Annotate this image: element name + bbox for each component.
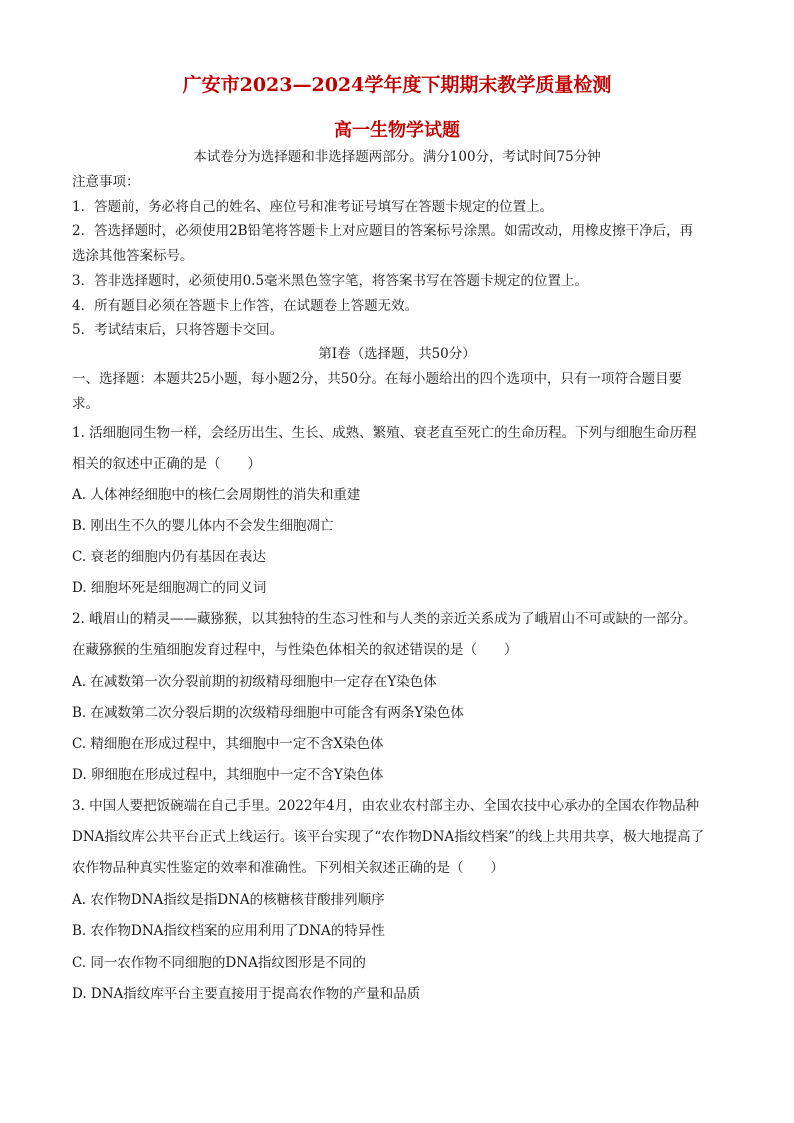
- option-a: A. 人体神经细胞中的核仁会周期性的消失和重建: [72, 487, 361, 503]
- question-stem: DNA指纹库公共平台正式上线运行。该平台实现了“农作物DNA指纹档案”的线上共用共享，极大地提高了: [72, 829, 705, 845]
- section-instructions: 一、选择题：本题共25小题，每小题2分，共50分。在每小题给出的四个选项中，只有一项符合题目要: [72, 371, 682, 387]
- question-stem: 1. 活细胞同生物一样，会经历出生、生长、成熟、繁殖、衰老直至死亡的生命历程。下列与细胞生命历程: [72, 425, 697, 441]
- option-b: B. 在减数第二次分裂后期的次级精母细胞中可能含有两条Y染色体: [72, 705, 464, 721]
- exam-title: 广安市2023—2024学年度下期期末教学质量检测: [182, 74, 612, 96]
- notice-item: 2．答选择题时，必须使用2B铅笔将答题卡上对应题目的答案标号涂黑。如需改动，用橡皮擦干净后，再: [72, 223, 694, 239]
- question-stem: 在藏猕猴的生殖细胞发育过程中，与性染色体相关的叙述错误的是（ ）: [72, 642, 518, 658]
- notice-item: 1．答题前，务必将自己的姓名、座位号和准考证号填写在答题卡规定的位置上。: [72, 199, 554, 215]
- question-stem: 相关的叙述中正确的是（ ）: [72, 456, 261, 472]
- notice-item: 3．答非选择题时，必须使用0.5毫米黑色签字笔，将答案书写在答题卡规定的位置上。: [72, 273, 589, 289]
- option-c: C. 同一农作物不同细胞的DNA指纹图形是不同的: [72, 955, 366, 971]
- option-b: B. 农作物DNA指纹档案的应用利用了DNA的特异性: [72, 923, 385, 939]
- intro-text: 本试卷分为选择题和非选择题两部分。满分100分，考试时间75分钟: [193, 149, 601, 165]
- notice-heading: 注意事项：: [72, 174, 140, 190]
- option-a: A. 在减数第一次分裂前期的初级精母细胞中一定存在Y染色体: [72, 674, 437, 690]
- option-d: D. 细胞坏死是细胞凋亡的同义词: [72, 580, 267, 596]
- exam-subtitle: 高一生物学试题: [334, 120, 460, 141]
- option-d: D. 卵细胞在形成过程中，其细胞中一定不含Y染色体: [72, 767, 384, 783]
- question-stem: 3. 中国人要把饭碗端在自己手里。2022年4月，由农业农村部主办、全国农技中心承办的全国农作物品种: [72, 798, 700, 814]
- option-b: B. 刚出生不久的婴儿体内不会发生细胞凋亡: [72, 518, 334, 534]
- question-stem: 农作物品种真实性鉴定的效率和准确性。下列相关叙述正确的是（ ）: [72, 860, 504, 876]
- section-title: 第Ⅰ卷（选择题，共50分）: [318, 346, 476, 362]
- option-a: A. 农作物DNA指纹是指DNA的核糖核苷酸排列顺序: [72, 892, 385, 908]
- notice-item: 4．所有题目必须在答题卡上作答，在试题卷上答题无效。: [72, 298, 419, 314]
- option-d: D. DNA指纹库平台主要直接用于提高农作物的产量和品质: [72, 986, 421, 1002]
- notice-item: 5．考试结束后，只将答题卡交回。: [72, 322, 284, 338]
- option-c: C. 精细胞在形成过程中，其细胞中一定不含X染色体: [72, 736, 384, 752]
- question-stem: 2. 峨眉山的精灵——藏猕猴，以其独特的生态习性和与人类的亲近关系成为了峨眉山不可或缺的一部分。: [72, 611, 697, 627]
- section-instructions: 求。: [72, 396, 99, 412]
- notice-item: 选涂其他答案标号。: [72, 248, 194, 264]
- option-c: C. 衰老的细胞内仍有基因在表达: [72, 549, 266, 565]
